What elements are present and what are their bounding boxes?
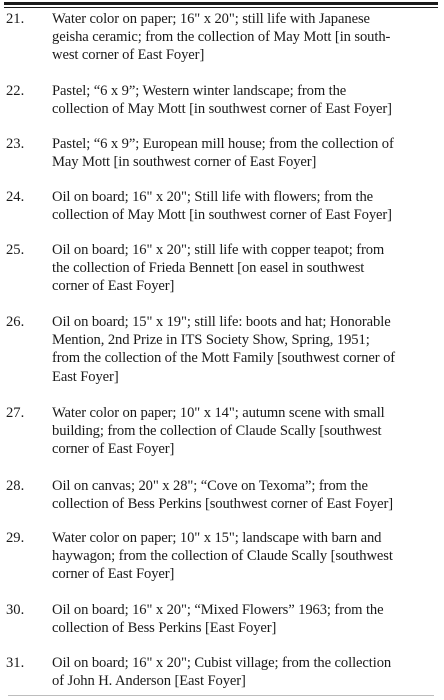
entry-description — [52, 654, 436, 690]
entry-line: corner of East Foyer] — [52, 278, 175, 295]
entry-line: Oil on board; 16" x 20"; Still life with flowers; from the — [52, 189, 374, 205]
entry-number: 31. — [6, 655, 25, 671]
entry-description — [52, 82, 436, 118]
entry-number: 25. — [6, 242, 25, 258]
entry-description — [52, 241, 436, 296]
entry-line: May Mott [in southwest corner of East Foyer] — [52, 154, 317, 171]
entry-line: collection of Bess Perkins [southwest corner of East Foyer] — [52, 496, 394, 513]
entry-number: 24. — [6, 189, 25, 205]
entry-line: west corner of East Foyer] — [52, 47, 205, 64]
entry-description — [52, 313, 436, 386]
top-thin-rule — [4, 7, 438, 8]
entry-line: East Foyer] — [52, 368, 119, 385]
entry-description — [52, 10, 436, 65]
entry-line: collection of May Mott [in southwest corner of East Foyer] — [52, 101, 392, 118]
entry-line: Oil on canvas; 20" x 28"; “Cove on Texoma”; from the — [52, 478, 368, 494]
entry-line: collection of May Mott [in southwest corner of East Foyer] — [52, 207, 392, 224]
entry-description — [52, 601, 436, 637]
entry-line: Water color on paper; 16" x 20"; still life with Japanese — [52, 11, 370, 27]
entry-line: from the collection of the Mott Family [southwest corner of — [52, 350, 396, 367]
entry-line: corner of East Foyer] — [52, 441, 175, 458]
entry-line: Oil on board; 15" x 19"; still life: boots and hat; Honorable — [52, 314, 391, 330]
entry-line: Oil on board; 16" x 20"; still life with copper teapot; from — [52, 242, 385, 258]
entry-description — [52, 188, 436, 224]
entry-line: Water color on paper; 10" x 14"; autumn scene with small — [52, 405, 385, 421]
entry-number: 30. — [6, 602, 25, 618]
entry-line: geisha ceramic; from the collection of May Mott [in south- — [52, 29, 391, 46]
entry-description — [52, 477, 436, 513]
entry-line: Water color on paper; 10" x 15"; landscape with barn and — [52, 530, 382, 546]
entry-line: Oil on board; 16" x 20"; “Mixed Flowers” 1963; from the — [52, 602, 384, 618]
top-double-rule — [4, 2, 438, 5]
entry-number: 22. — [6, 83, 25, 99]
entry-line: Oil on board; 16" x 20"; Cubist village; from the collection — [52, 655, 392, 671]
entry-line: Mention, 2nd Prize in ITS Society Show, Spring, 1951; — [52, 332, 370, 349]
entry-line: the collection of Frieda Bennett [on easel in southwest — [52, 260, 365, 277]
entry-number: 29. — [6, 530, 25, 546]
entry-line: collection of Bess Perkins [East Foyer] — [52, 620, 277, 637]
entry-line: building; from the collection of Claude Scally [southwest — [52, 423, 382, 440]
entry-number: 23. — [6, 136, 25, 152]
entry-number: 26. — [6, 314, 25, 330]
entry-line: Pastel; “6 x 9”; European mill house; from the collection of — [52, 136, 394, 152]
entry-description — [52, 135, 436, 171]
entry-line: Pastel; “6 x 9”; Western winter landscape; from the — [52, 83, 347, 99]
entry-line: corner of East Foyer] — [52, 566, 175, 583]
entry-line: haywagon; from the collection of Claude Scally [southwest — [52, 548, 393, 565]
entry-description — [52, 404, 436, 459]
bottom-rule — [8, 695, 434, 696]
entry-number: 21. — [6, 11, 25, 27]
entry-number: 28. — [6, 478, 25, 494]
entry-description — [52, 529, 436, 584]
entry-number: 27. — [6, 405, 25, 421]
entry-line: of John H. Anderson [East Foyer] — [52, 673, 246, 690]
